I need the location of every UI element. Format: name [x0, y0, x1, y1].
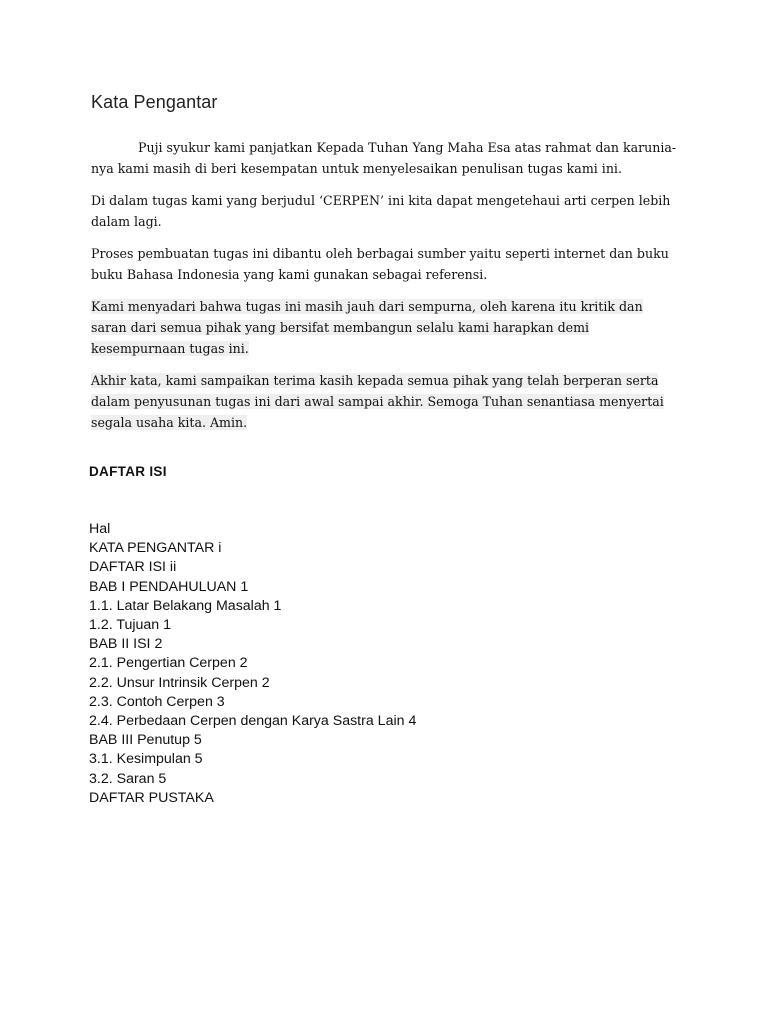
- toc-page-label: Hal: [89, 521, 111, 537]
- toc-item: DAFTAR ISI ii: [89, 559, 177, 576]
- highlighted-text: Kami menyadari bahwa tugas ini masih jauh dari sempurna, oleh karena itu kritik dan saran dari semua pihak yang bersifat membangun selalu kami harapkan demi kesempurnaan tugas ini.: [91, 299, 643, 356]
- toc-item: 2.1. Pengertian Cerpen 2: [89, 655, 248, 672]
- toc-item: 3.2. Saran 5: [89, 770, 167, 787]
- toc-item: 1.1. Latar Belakang Masalah 1: [89, 597, 282, 614]
- toc-item: 2.3. Contoh Cerpen 3: [89, 693, 225, 710]
- toc-item: 2.2. Unsur Intrinsik Cerpen 2: [89, 674, 270, 691]
- paragraph-feedback: [91, 296, 681, 359]
- table-of-contents: [89, 520, 416, 808]
- toc-item: 2.4. Perbedaan Cerpen dengan Karya Sastra Lain 4: [89, 713, 417, 730]
- toc-item: DAFTAR PUSTAKA: [89, 789, 214, 806]
- toc-item: BAB II ISI 2: [89, 636, 163, 653]
- toc-item: 1.2. Tujuan 1: [89, 617, 172, 634]
- toc-item: BAB I PENDAHULUAN 1: [89, 578, 249, 595]
- toc-item: KATA PENGANTAR i: [89, 540, 222, 557]
- paragraph-intro: Puji syukur kami panjatkan Kepada Tuhan Yang Maha Esa atas rahmat dan karunia-nya kami masih di beri kesempatan untuk menyelesaikan penulisan tugas kami ini.: [91, 140, 677, 176]
- toc-item: BAB III Penutup 5: [89, 732, 202, 749]
- paragraph-title-topic: Di dalam tugas kami yang berjudul ‘CERPEN’ ini kita dapat mengetehaui arti cerpen lebih dalam lagi.: [91, 193, 671, 229]
- page-title: Kata Pengantar: [91, 92, 218, 112]
- toc-title: DAFTAR ISI: [89, 464, 167, 479]
- paragraph-closing: [91, 370, 681, 433]
- highlighted-text: Akhir kata, kami sampaikan terima kasih kepada semua pihak yang telah berperan serta dalam penyusunan tugas ini dari awal sampai akhir. Semoga Tuhan senantiasa menyertai segala usaha kita. Amin.: [91, 373, 664, 430]
- paragraph-sources: Proses pembuatan tugas ini dibantu oleh berbagai sumber yaitu seperti internet dan buku buku Bahasa Indonesia yang kami gunakan sebagai referensi.: [91, 246, 669, 282]
- toc-item: 3.1. Kesimpulan 5: [89, 751, 203, 768]
